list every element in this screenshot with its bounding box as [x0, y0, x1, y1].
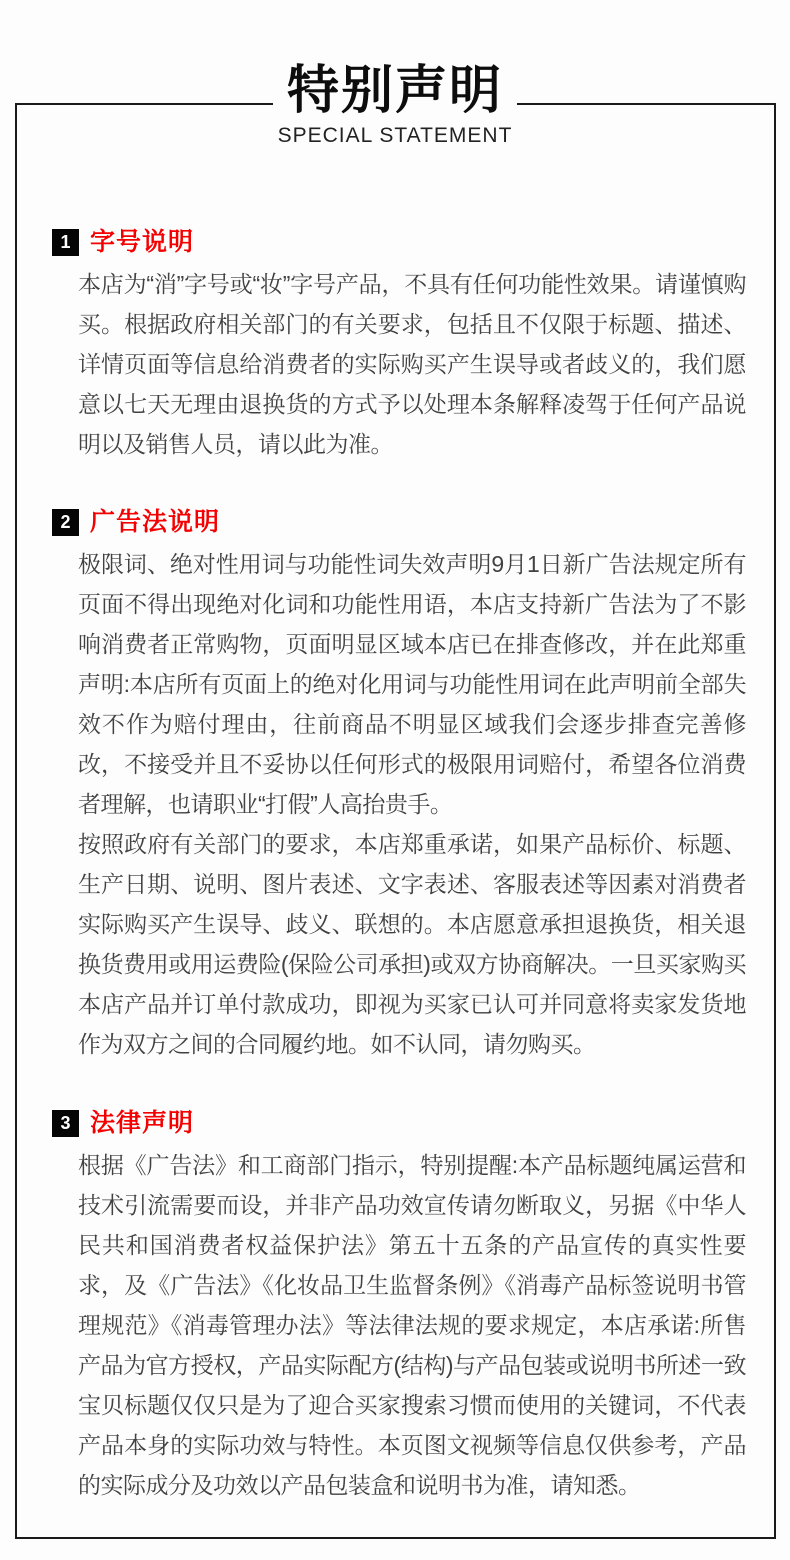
- section-number-badge: 3: [52, 1110, 79, 1137]
- section-body: [52, 544, 746, 1064]
- section-paragraph: 本店为“消”字号或“妆”字号产品，不具有任何功能性效果。请谨慎购买。根据政府相关部门的有关要求，包括且不仅限于标题、描述、详情页面等信息给消费者的实际购买产生误导或者歧义的，我们愿意以七天无理由退换货的方式予以处理本条解释凌驾于任何产品说明以及销售人员，请以此为准。: [78, 271, 746, 457]
- section-paragraph: 按照政府有关部门的要求，本店郑重承诺，如果产品标价、标题、生产日期、说明、图片表述、文字表述、客服表述等因素对消费者实际购买产生误导、歧义、联想的。本店愿意承担退换货，相关退换货费用或用运费险(保险公司承担)或双方协商解决。一旦买家购买本店产品并订单付款成功，即视为买家已认可并同意将卖家发货地作为双方之间的合同履约地。如不认同，请勿购买。: [78, 831, 746, 1057]
- section-body: [52, 264, 746, 464]
- section-heading-row: [52, 1110, 746, 1137]
- section-advertising-law-statement: [52, 509, 746, 1064]
- section-number-badge: 1: [52, 229, 79, 256]
- section-paragraph: 极限词、绝对性用词与功能性词失效声明9月1日新广告法规定所有页面不得出现绝对化词和功能性用语，本店支持新广告法为了不影响消费者正常购物，页面明显区域本店已在排查修改，并在此郑重声明:本店所有页面上的绝对化用词与功能性用词在此声明前全部失效不作为赔付理由，往前商品不明显区域我们会逐步排查完善修改，不接受并且不妥协以任何形式的极限用词赔付，希望各位消费者理解，也请职业“打假”人高抬贵手。: [78, 551, 746, 817]
- section-body: [52, 1145, 746, 1505]
- section-heading: 法律声明: [90, 1109, 195, 1137]
- section-heading: 广告法说明: [90, 508, 221, 536]
- section-heading: 字号说明: [90, 228, 195, 256]
- section-heading-row: [52, 229, 746, 256]
- page-title: 特别声明: [273, 60, 517, 122]
- page-header: [0, 60, 790, 147]
- section-font-size-statement: [52, 229, 746, 464]
- section-legal-statement: [52, 1110, 746, 1505]
- page-subtitle: SPECIAL STATEMENT: [277, 124, 513, 147]
- section-paragraph: 根据《广告法》和工商部门指示，特别提醒:本产品标题纯属运营和技术引流需要而设，并非产品功效宣传请勿断取义，另据《中华人民共和国消费者权益保护法》第五十五条的产品宣传的真实性要求，及《广告法》《化妆品卫生监督条例》《消毒产品标签说明书管理规范》《消毒管理办法》等法律法规的要求规定，本店承诺:所售产品为官方授权，产品实际配方(结构)与产品包装或说明书所述一致宝贝标题仅仅只是为了迎合买家搜索习惯而使用的关键词，不代表产品本身的实际功效与特性。本页图文视频等信息仅供参考，产品的实际成分及功效以产品包装盒和说明书为准，请知悉。: [78, 1152, 746, 1498]
- statement-sections: [52, 229, 746, 1505]
- section-heading-row: [52, 509, 746, 536]
- section-number-badge: 2: [52, 509, 79, 536]
